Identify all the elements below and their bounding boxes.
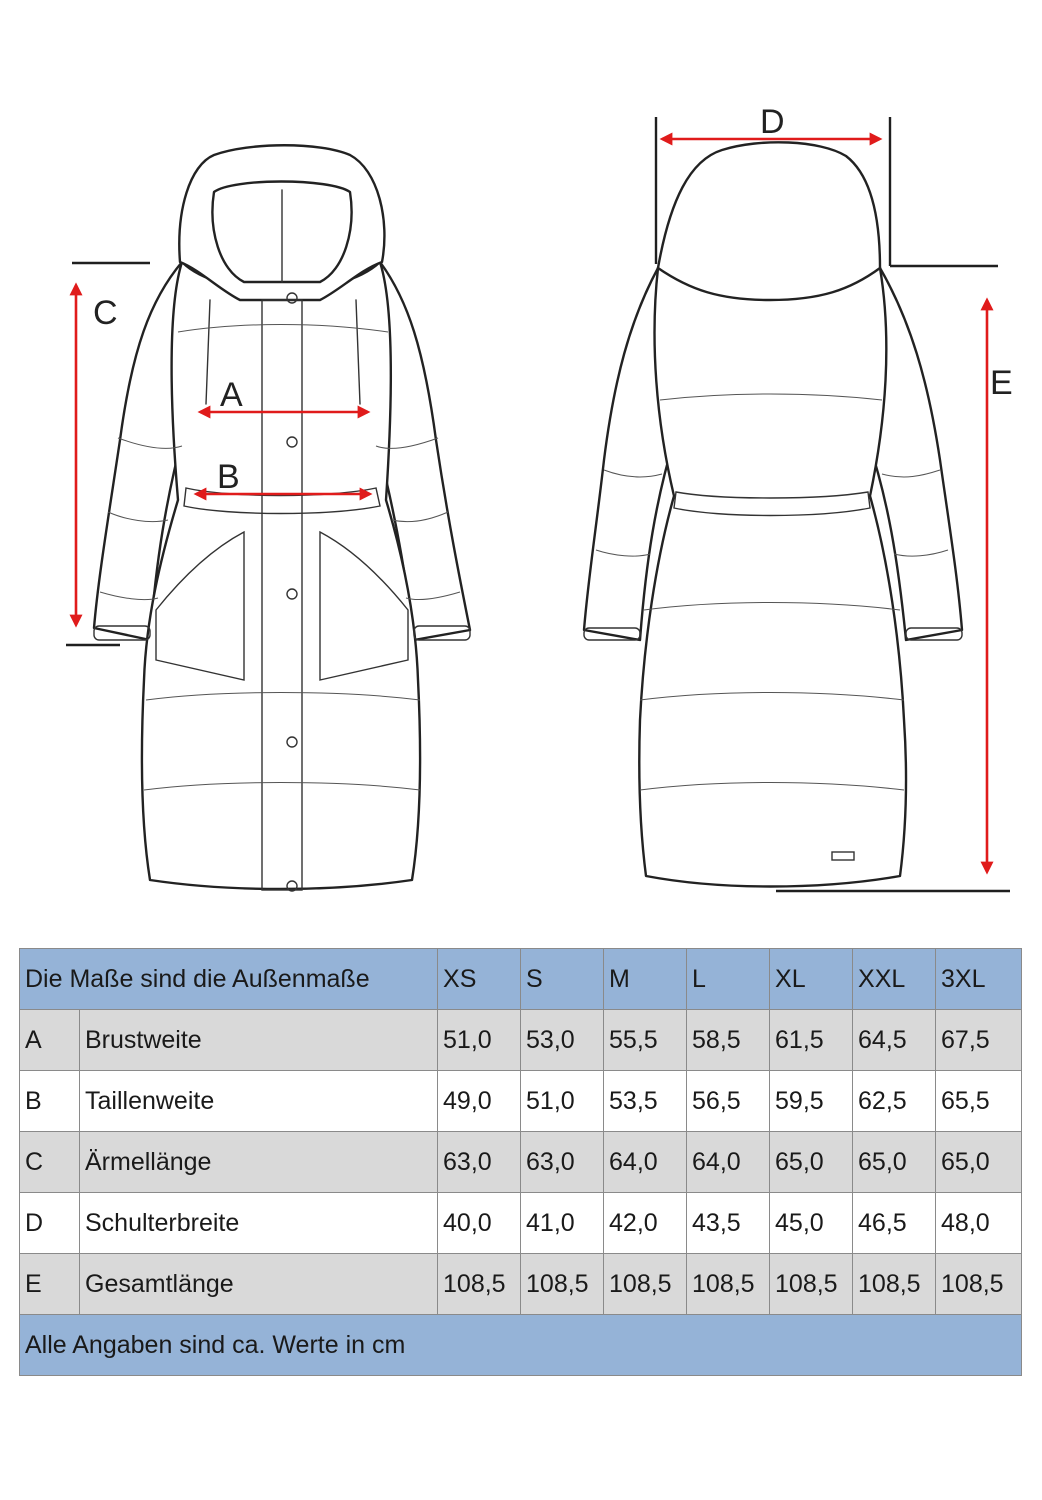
table-row — [20, 1071, 1022, 1132]
table-cell: 64,0 — [604, 1132, 687, 1193]
table-cell: 55,5 — [604, 1010, 687, 1071]
table-cell: 46,5 — [853, 1193, 936, 1254]
size-header-xxl: XXL — [853, 949, 936, 1010]
size-header-xl: XL — [770, 949, 853, 1010]
table-row — [20, 1193, 1022, 1254]
table-cell: 65,0 — [936, 1132, 1022, 1193]
table-cell: 53,5 — [604, 1071, 687, 1132]
table-footer-row — [20, 1315, 1022, 1376]
table-row — [20, 1010, 1022, 1071]
table-cell: 43,5 — [687, 1193, 770, 1254]
table-cell: 108,5 — [770, 1254, 853, 1315]
size-header-xs: XS — [438, 949, 521, 1010]
table-header-row — [20, 949, 1022, 1010]
coat-back-sketch — [584, 142, 962, 886]
table-cell: 64,5 — [853, 1010, 936, 1071]
dimension-label-a: A — [220, 376, 243, 414]
table-cell: 40,0 — [438, 1193, 521, 1254]
size-chart-table — [19, 948, 1022, 1376]
table-cell: 108,5 — [604, 1254, 687, 1315]
table-cell: 63,0 — [521, 1132, 604, 1193]
dimension-label-b: B — [217, 458, 240, 496]
size-header-3xl: 3XL — [936, 949, 1022, 1010]
table-cell: 42,0 — [604, 1193, 687, 1254]
measure-code: E — [20, 1254, 80, 1315]
dimension-label-c: C — [93, 294, 118, 332]
table-cell: 63,0 — [438, 1132, 521, 1193]
measure-name: Schulterbreite — [80, 1193, 438, 1254]
measure-name: Brustweite — [80, 1010, 438, 1071]
measure-name: Ärmellänge — [80, 1132, 438, 1193]
table-footnote: Alle Angaben sind ca. Werte in cm — [20, 1315, 1022, 1376]
table-cell: 49,0 — [438, 1071, 521, 1132]
table-cell: 108,5 — [853, 1254, 936, 1315]
table-cell: 65,0 — [770, 1132, 853, 1193]
coat-front-sketch — [94, 145, 470, 891]
table-cell: 61,5 — [770, 1010, 853, 1071]
dimension-label-e: E — [990, 364, 1013, 402]
measure-code: B — [20, 1071, 80, 1132]
table-cell: 108,5 — [438, 1254, 521, 1315]
table-cell: 45,0 — [770, 1193, 853, 1254]
table-row — [20, 1254, 1022, 1315]
table-cell: 58,5 — [687, 1010, 770, 1071]
table-cell: 108,5 — [521, 1254, 604, 1315]
measure-code: D — [20, 1193, 80, 1254]
measure-name: Taillenweite — [80, 1071, 438, 1132]
table-cell: 65,5 — [936, 1071, 1022, 1132]
measure-code: C — [20, 1132, 80, 1193]
measure-name: Gesamtlänge — [80, 1254, 438, 1315]
table-cell: 67,5 — [936, 1010, 1022, 1071]
table-cell: 53,0 — [521, 1010, 604, 1071]
table-cell: 41,0 — [521, 1193, 604, 1254]
table-cell: 51,0 — [438, 1010, 521, 1071]
table-cell: 51,0 — [521, 1071, 604, 1132]
size-header-m: M — [604, 949, 687, 1010]
measure-code: A — [20, 1010, 80, 1071]
table-cell: 56,5 — [687, 1071, 770, 1132]
table-title: Die Maße sind die Außenmaße — [20, 949, 438, 1010]
size-header-s: S — [521, 949, 604, 1010]
table-cell: 59,5 — [770, 1071, 853, 1132]
table-cell: 48,0 — [936, 1193, 1022, 1254]
table-cell: 64,0 — [687, 1132, 770, 1193]
table-cell: 108,5 — [936, 1254, 1022, 1315]
table-cell: 108,5 — [687, 1254, 770, 1315]
table-cell: 65,0 — [853, 1132, 936, 1193]
table-cell: 62,5 — [853, 1071, 936, 1132]
dimension-label-d: D — [760, 103, 785, 141]
size-header-l: L — [687, 949, 770, 1010]
table-row — [20, 1132, 1022, 1193]
